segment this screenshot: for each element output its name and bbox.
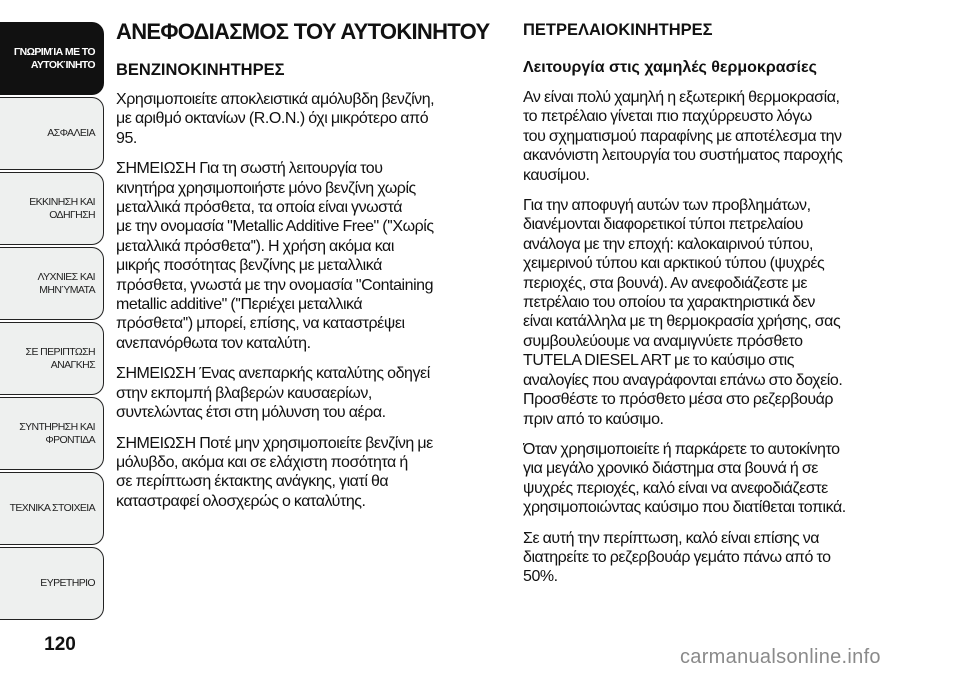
text-line: συντελώντας έτσι στη μόλυνση του αέρα. — [116, 404, 386, 422]
text-line: καταστραφεί ολοσχερώς ο καταλύτης. — [116, 492, 366, 510]
chapter-tabs — [0, 22, 104, 622]
chapter-tab-1[interactable] — [0, 97, 104, 170]
text-line: μικρής ποσότητας βενζίνης με μεταλλικά — [116, 257, 382, 275]
chapter-tab-label: ΣΕ ΠΕΡΙΠΤΩΣΗ ΑΝΑΓΚΗΣ — [25, 345, 95, 371]
text-line: Όταν χρησιμοποιείτε ή παρκάρετε το αυτοκίνητο — [523, 440, 840, 458]
text-line: διανέμονται διαφορετικοί τύποι πετρελαίου — [523, 216, 803, 234]
text-line: ανάλογα με την εποχή: καλοκαιρινού τύπου, — [523, 235, 814, 253]
text-line: ΣΗΜΕΙΩΣΗ Ποτέ μην χρησιμοποιείτε βενζίνη με — [116, 434, 433, 452]
text-line: ανεπανόρθωτα τον καταλύτη. — [116, 334, 311, 352]
text-line: πετρέλαιο του οποίου τα χαρακτηριστικά δεν — [523, 294, 815, 312]
text-line: με την ονομασία "Metallic Additive Free" (''Χωρίς — [116, 218, 434, 236]
text-line: του σχηματισμού παραφίνης με αποτέλεσμα την — [523, 127, 842, 145]
text-line: καυσίμου. — [523, 166, 590, 184]
text-line: διατηρείτε το ρεζερβουάρ γεμάτο πάνω από το — [523, 548, 831, 566]
left-column — [116, 18, 512, 522]
text-line: το πετρέλαιο γίνεται πιο παχύρρευστο λόγω — [523, 108, 812, 126]
paragraph — [523, 529, 949, 587]
text-line: 95. — [116, 129, 137, 147]
text-line: ψυχρές περιοχές, καλό είναι να ανεφοδιάζεστε — [523, 479, 828, 497]
text-line: ΣΗΜΕΙΩΣΗ Ένας ανεπαρκής καταλύτης οδηγεί — [116, 365, 430, 383]
petrol-engines-heading: ΒΕΝΖΙΝΟΚΙΝΗΤΗΡΕΣ — [116, 61, 285, 79]
text-line: ΣΗΜΕΙΩΣΗ Για τη σωστή λειτουργία του — [116, 160, 383, 178]
text-line: Προσθέστε το πρόσθετο μέσα στο ρεζερβουάρ — [523, 391, 834, 409]
chapter-tab-5[interactable] — [0, 397, 104, 470]
text-line: συμβουλεύουμε να αναμιγνύετε πρόσθετο — [523, 332, 803, 350]
text-line: Για την αποφυγή αυτών των προβλημάτων, — [523, 197, 811, 215]
diesel-engines-heading: ΠΕΤΡΕΛΑΙΟΚΙΝΗΤΗΡΕΣ — [523, 21, 713, 39]
text-line: Χρησιμοποιείτε αποκλειστικά αμόλυβδη βενζίνη, — [116, 91, 435, 108]
text-line: ακανόνιστη λειτουργία του συστήματος παροχής — [523, 147, 843, 165]
watermark: carmanualsonline.info — [680, 646, 881, 668]
chapter-tab-label: ΕΥΡΕΤΗΡΙΟ — [40, 577, 95, 589]
paragraph — [116, 434, 512, 512]
text-line: metallic additive" (''Περιέχει μεταλλικά — [116, 296, 363, 314]
low-temperature-heading: Λειτουργία στις χαμηλές θερμοκρασίες — [523, 59, 817, 76]
text-line: μεταλλικά πρόσθετα''). Η χρήση ακόμα και — [116, 237, 394, 255]
text-line: TUTELA DIESEL ART με το καύσιμο στις — [523, 352, 794, 370]
text-line: αναλογίες που αναγράφονται επάνω στο δοχείο. — [523, 371, 843, 389]
chapter-tab-0[interactable] — [0, 22, 104, 95]
chapter-tab-2[interactable] — [0, 172, 104, 245]
chapter-tab-4[interactable] — [0, 322, 104, 395]
text-line: Σε αυτή την περίπτωση, καλό είναι επίσης να — [523, 529, 820, 547]
text-line: χειμερινού τύπου και αρκτικού τύπου (ψυχρές — [523, 255, 825, 273]
chapter-tab-label: ΣΥΝΤΗΡΗΣΗ ΚΑΙ ΦΡΟΝΤΙΔΑ — [19, 420, 95, 446]
text-line: πρόσθετα'') μπορεί, επίσης, να καταστρέψει — [116, 315, 405, 333]
chapter-tab-label: ΑΣΦΑΛΕΙΑ — [47, 127, 95, 139]
text-line: Αν είναι πολύ χαμηλή η εξωτερική θερμοκρασία, — [523, 89, 840, 106]
paragraph — [116, 159, 512, 353]
text-line: περιοχές, στα βουνά). Αν ανεφοδιάζεστε με — [523, 274, 808, 292]
paragraph — [116, 90, 512, 148]
text-line: με αριθμό οκτανίων (R.O.N.) όχι μικρότερο από — [116, 110, 429, 128]
text-line: πρόσθετα, γνωστά με την ονομασία "Containing — [116, 276, 434, 294]
text-line: είναι κατάλληλα με τη θερμοκρασία χρήσης, σας — [523, 313, 841, 331]
text-line: μόλυβδο, ακόμα και σε ελάχιστη ποσότητα ή — [116, 453, 408, 471]
chapter-tab-7[interactable] — [0, 547, 104, 620]
chapter-tab-3[interactable] — [0, 247, 104, 320]
text-line: για μεγάλο χρονικό διάστημα στα βουνά ή σε — [523, 460, 818, 478]
chapter-tab-label: ΤΕΧΝΙΚΑ ΣΤΟΙΧΕΙΑ — [9, 502, 95, 514]
right-column — [523, 18, 949, 598]
section-title: ΑΝΕΦΟΔΙΑΣΜΟΣ ΤΟΥ ΑΥΤΟΚΙΝΗΤΟΥ — [116, 19, 490, 44]
text-line: μεταλλικά πρόσθετα, τα οποία είναι γνωστά — [116, 199, 403, 217]
text-line: πριν από το καύσιμο. — [523, 410, 664, 428]
page-number: 120 — [44, 634, 76, 655]
paragraph — [116, 364, 512, 422]
text-line: στην εκπομπή βλαβερών καυσαερίων, — [116, 384, 372, 402]
chapter-tab-label: ΛΥΧΝΙΕΣ ΚΑΙ ΜΗΝΎΜΑΤΑ — [37, 270, 95, 296]
text-line: σε περίπτωση έκτακτης ανάγκης, γιατί θα — [116, 473, 389, 491]
text-line: 50%. — [523, 568, 558, 586]
chapter-tab-6[interactable] — [0, 472, 104, 545]
chapter-tab-label: ΕΚΚΙΝΗΣΗ ΚΑΙ ΟΔΗΓΗΣΗ — [29, 195, 95, 221]
paragraph — [523, 196, 949, 429]
diesel-engines-body — [523, 88, 949, 587]
paragraph — [523, 88, 949, 185]
petrol-engines-body — [116, 90, 512, 511]
chapter-tab-label: ΓΝΩΡΙΜΊΑ ΜΕ ΤΟ ΑΥΤΟΚΊΝΗΤΟ — [13, 45, 95, 71]
paragraph — [523, 440, 949, 518]
text-line: κινητήρα χρησιμοποιήστε μόνο βενζίνη χωρίς — [116, 179, 416, 197]
text-line: χρησιμοποιώντας καύσιμο που διατίθεται τοπικά. — [523, 499, 846, 517]
